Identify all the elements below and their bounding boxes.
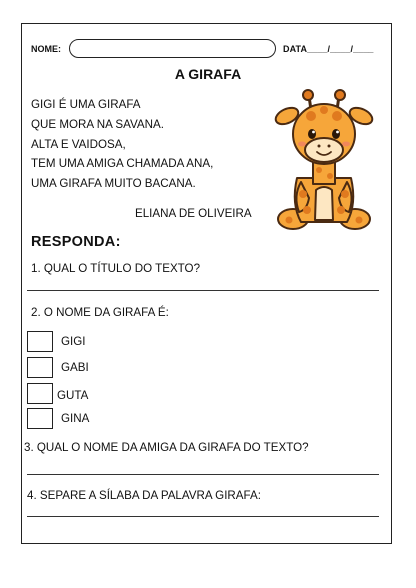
poem-line: UMA GIRAFA MUITO BACANA. [31,177,196,191]
question-3: 3. QUAL O NOME DA AMIGA DA GIRAFA DO TEXTO? [24,441,309,454]
answer-line-1[interactable] [27,290,379,291]
question-1: 1. QUAL O TÍTULO DO TEXTO? [31,262,201,275]
option-label-gina: GINA [61,412,90,425]
page-title: A GIRAFA [174,66,242,82]
checkbox-guta[interactable] [27,383,53,404]
date-field[interactable]: DATA____/____/____ [283,44,374,54]
responda-heading: RESPONDA: [31,234,121,250]
poem-line: GIGI É UMA GIRAFA [31,98,141,111]
question-2: 2. O NOME DA GIRAFA É: [31,306,169,319]
poem-text [31,95,213,194]
checkbox-gabi[interactable] [27,357,53,378]
answer-line-4[interactable] [27,516,379,517]
giraffe-icon [271,86,377,236]
question-4: 4. SEPARE A SÍLABA DA PALAVRA GIRAFA: [27,489,261,502]
poem-line: ALTA E VAIDOSA, [31,137,126,151]
option-label-guta: GUTA [57,389,89,402]
poem-line: QUE MORA NA SAVANA. [31,117,164,131]
name-label: NOME: [31,44,61,54]
poem-line: TEM UMA AMIGA CHAMADA ANA, [31,157,214,171]
option-label-gigi: GIGI [61,335,86,348]
option-label-gabi: GABI [61,361,89,374]
name-input-box[interactable] [69,39,276,58]
author-name: ELIANA DE OLIVEIRA [135,207,252,220]
answer-line-3[interactable] [27,474,379,475]
checkbox-gigi[interactable] [27,331,53,352]
checkbox-gina[interactable] [27,408,53,429]
